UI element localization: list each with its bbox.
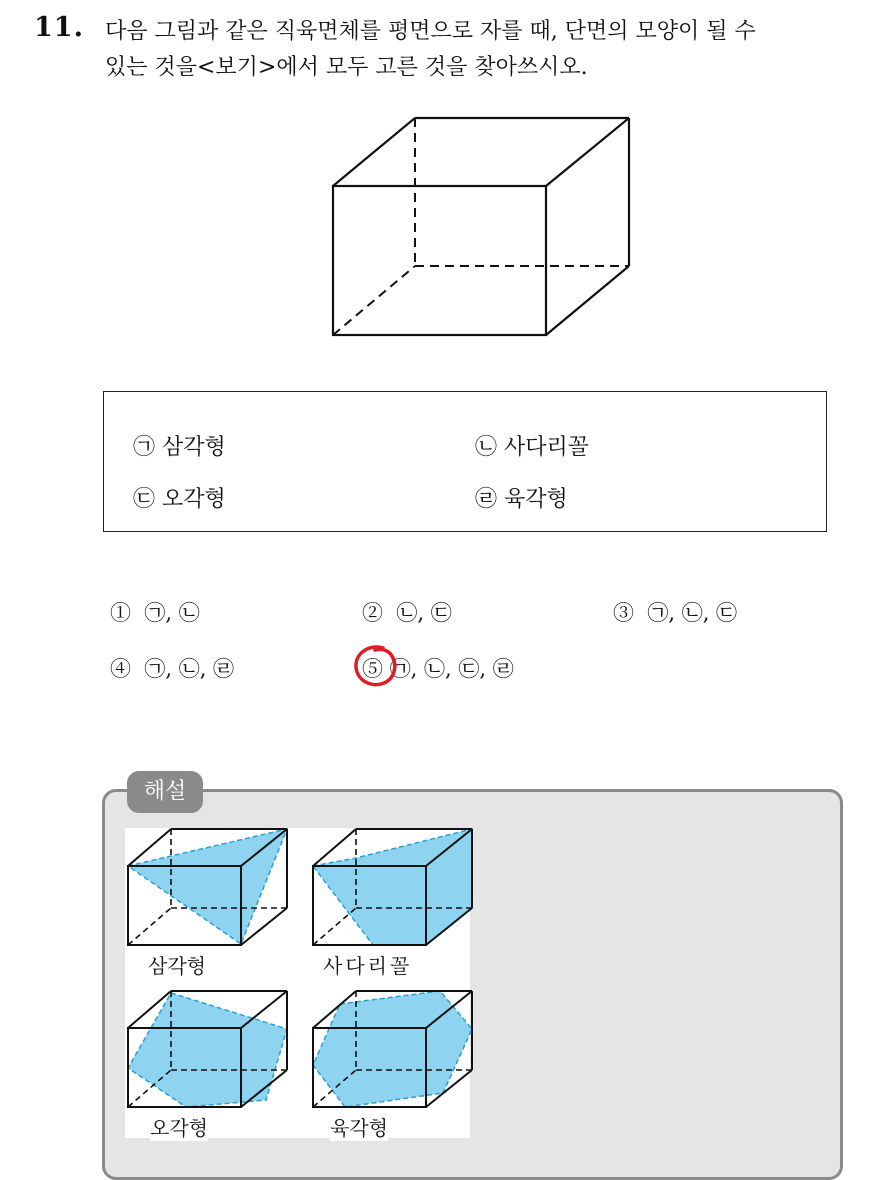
bogi-text: 오각형 [162,487,226,512]
question-line-1: 다음 그림과 같은 직육면체를 평면으로 자를 때, 단면의 모양이 될 수 [105,19,756,44]
choice-text: ㉠, ㉡, ㉢, ㉣ [389,657,514,681]
bogi-marker: ㉡ [475,435,498,460]
solution-tab: 해설 [127,771,203,813]
bogi-marker: ㉢ [133,487,156,512]
bogi-marker: ㉣ [475,487,498,512]
choice-number: ④ [110,657,131,681]
shape-label-pentagon: 오각형 [150,1112,208,1141]
choice-text: ㉡, ㉢ [396,601,452,625]
bogi-text: 사다리꼴 [504,435,590,460]
shape-label-hexagon: 육각형 [330,1112,388,1141]
cube-pentagon-section [128,991,287,1107]
question-number: 11. [34,12,84,43]
choice-number: ⑤ [362,657,383,681]
shape-label-trapezoid: 사다리꼴 [323,950,412,979]
cube-hexagon-section [313,991,472,1107]
choice-number: ② [362,601,383,625]
cube-trapezoid-section [313,829,472,945]
bogi-text: 육각형 [504,487,568,512]
choice-text: ㉠, ㉡, ㉣ [144,657,235,681]
choice-text: ㉠, ㉡, ㉢ [647,601,738,625]
choice-text: ㉠, ㉡ [144,601,200,625]
choice-number: ③ [613,601,634,625]
choice-number: ① [110,601,131,625]
bogi-text: 삼각형 [162,435,226,460]
shape-label-triangle: 삼각형 [148,950,206,979]
cube-triangle-section [128,829,287,945]
bogi-marker: ㉠ [133,435,156,460]
question-line-2: 있는 것을<보기>에서 모두 고른 것을 찾아쓰시오. [105,55,588,80]
